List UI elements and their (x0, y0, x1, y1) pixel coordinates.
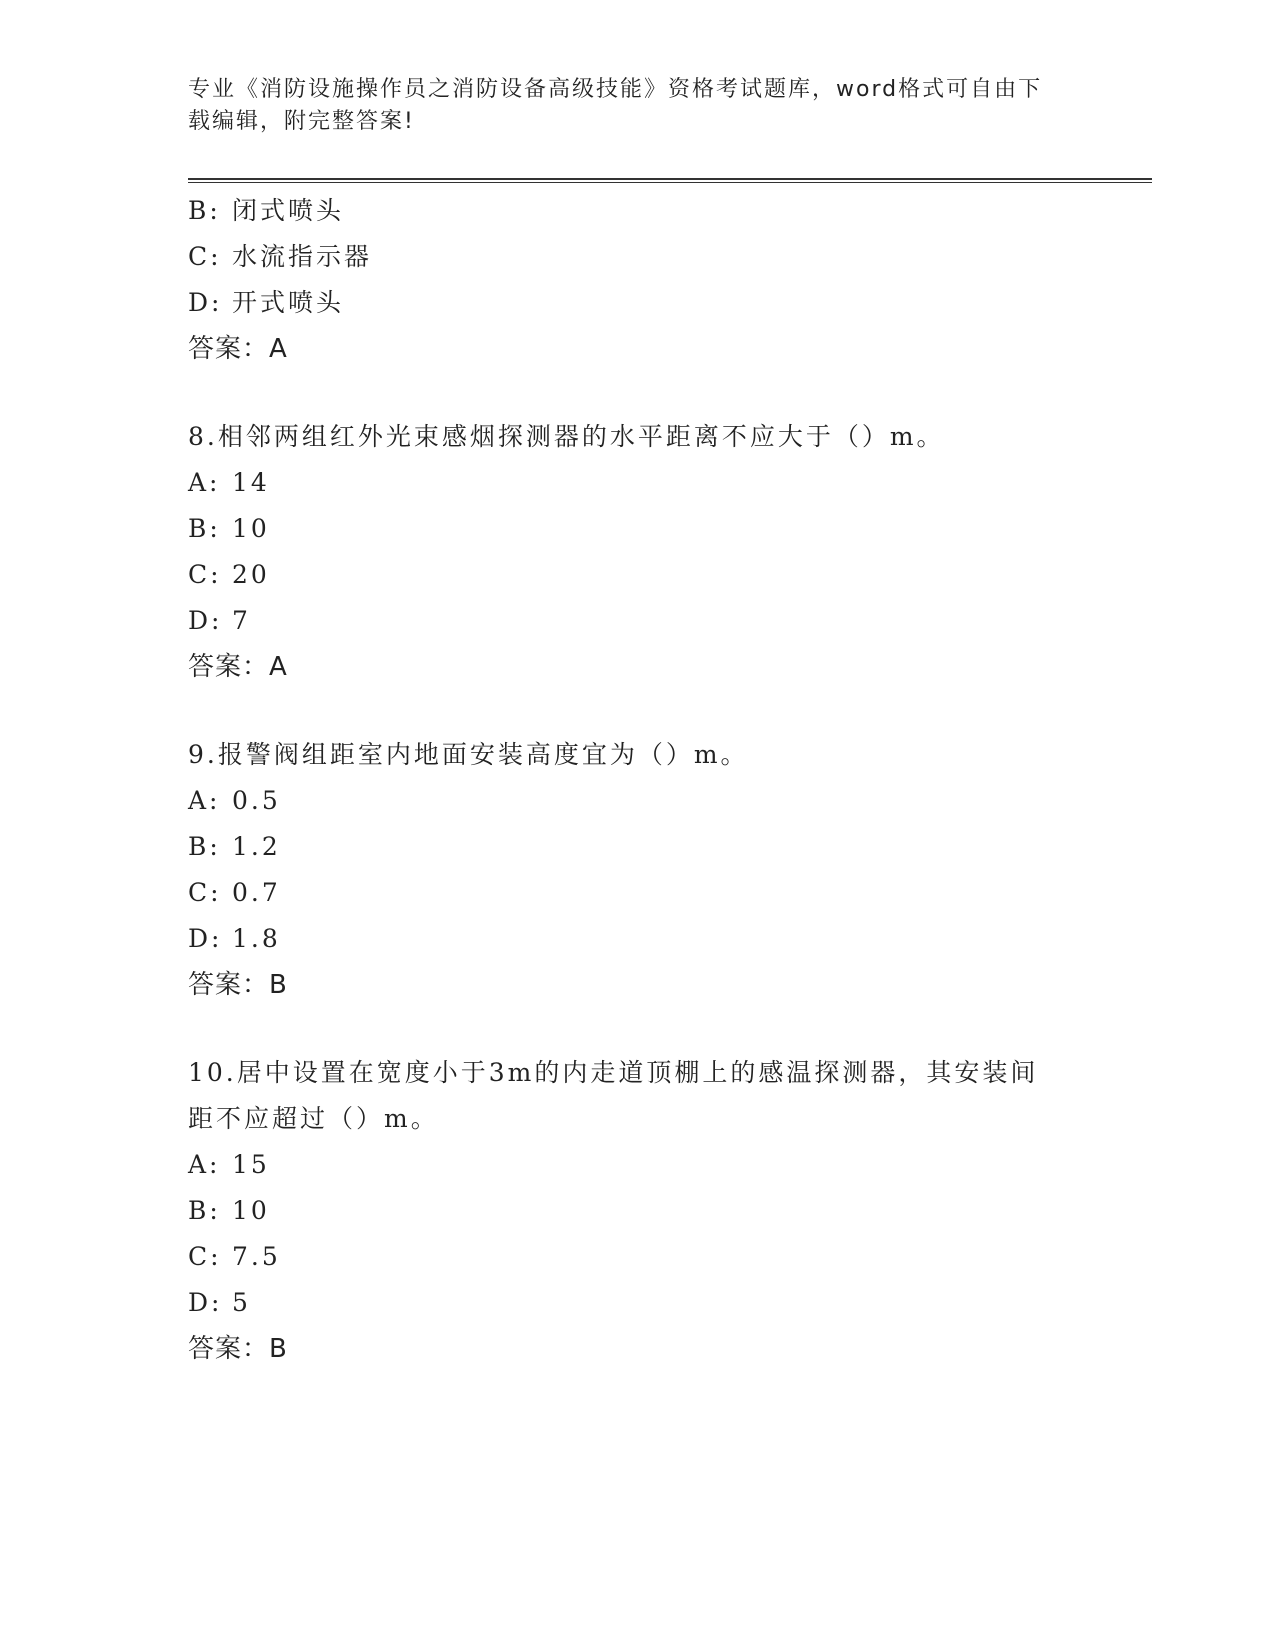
question-10 (188, 1050, 1088, 1372)
answer: 答案：B (188, 1334, 288, 1364)
option-c: C: 0.7 (188, 878, 281, 907)
question-list (188, 188, 1088, 1372)
option-d: D: 开式喷头 (188, 288, 345, 317)
header-line-1: 专业《消防设施操作员之消防设备高级技能》资格考试题库，word格式可自由下 (188, 77, 1043, 102)
option-d: D: 5 (188, 1288, 251, 1317)
header-divider (188, 178, 1152, 183)
answer: 答案：B (188, 970, 288, 1000)
spacer (188, 690, 1088, 732)
question-9 (188, 732, 1088, 1008)
option-b: B: 1.2 (188, 832, 281, 861)
option-b: B: 10 (188, 514, 270, 543)
question-stem-line-2: 距不应超过（）m。 (188, 1104, 439, 1133)
spacer (188, 372, 1088, 414)
question-stem: 8.相邻两组红外光束感烟探测器的水平距离不应大于（）m。 (188, 422, 945, 451)
spacer (188, 1008, 1088, 1050)
option-a: A: 15 (188, 1150, 270, 1179)
option-a: A: 0.5 (188, 786, 281, 815)
question-stem: 9.报警阀组距室内地面安装高度宜为（）m。 (188, 740, 749, 769)
answer: 答案：A (188, 652, 288, 682)
option-b: B: 闭式喷头 (188, 196, 345, 225)
option-b: B: 10 (188, 1196, 270, 1225)
option-c: C: 20 (188, 560, 270, 589)
question-stem-line-1: 10.居中设置在宽度小于3m的内走道顶棚上的感温探测器，其安装间 (188, 1058, 1039, 1087)
option-a: A: 14 (188, 468, 270, 497)
option-c: C: 水流指示器 (188, 242, 373, 271)
option-c: C: 7.5 (188, 1242, 281, 1271)
option-d: D: 1.8 (188, 924, 281, 953)
option-d: D: 7 (188, 606, 251, 635)
question-8 (188, 414, 1088, 690)
page-header (188, 74, 1088, 138)
answer: 答案：A (188, 334, 288, 364)
header-line-2: 载编辑，附完整答案! (188, 109, 415, 134)
question-continued (188, 188, 1088, 372)
